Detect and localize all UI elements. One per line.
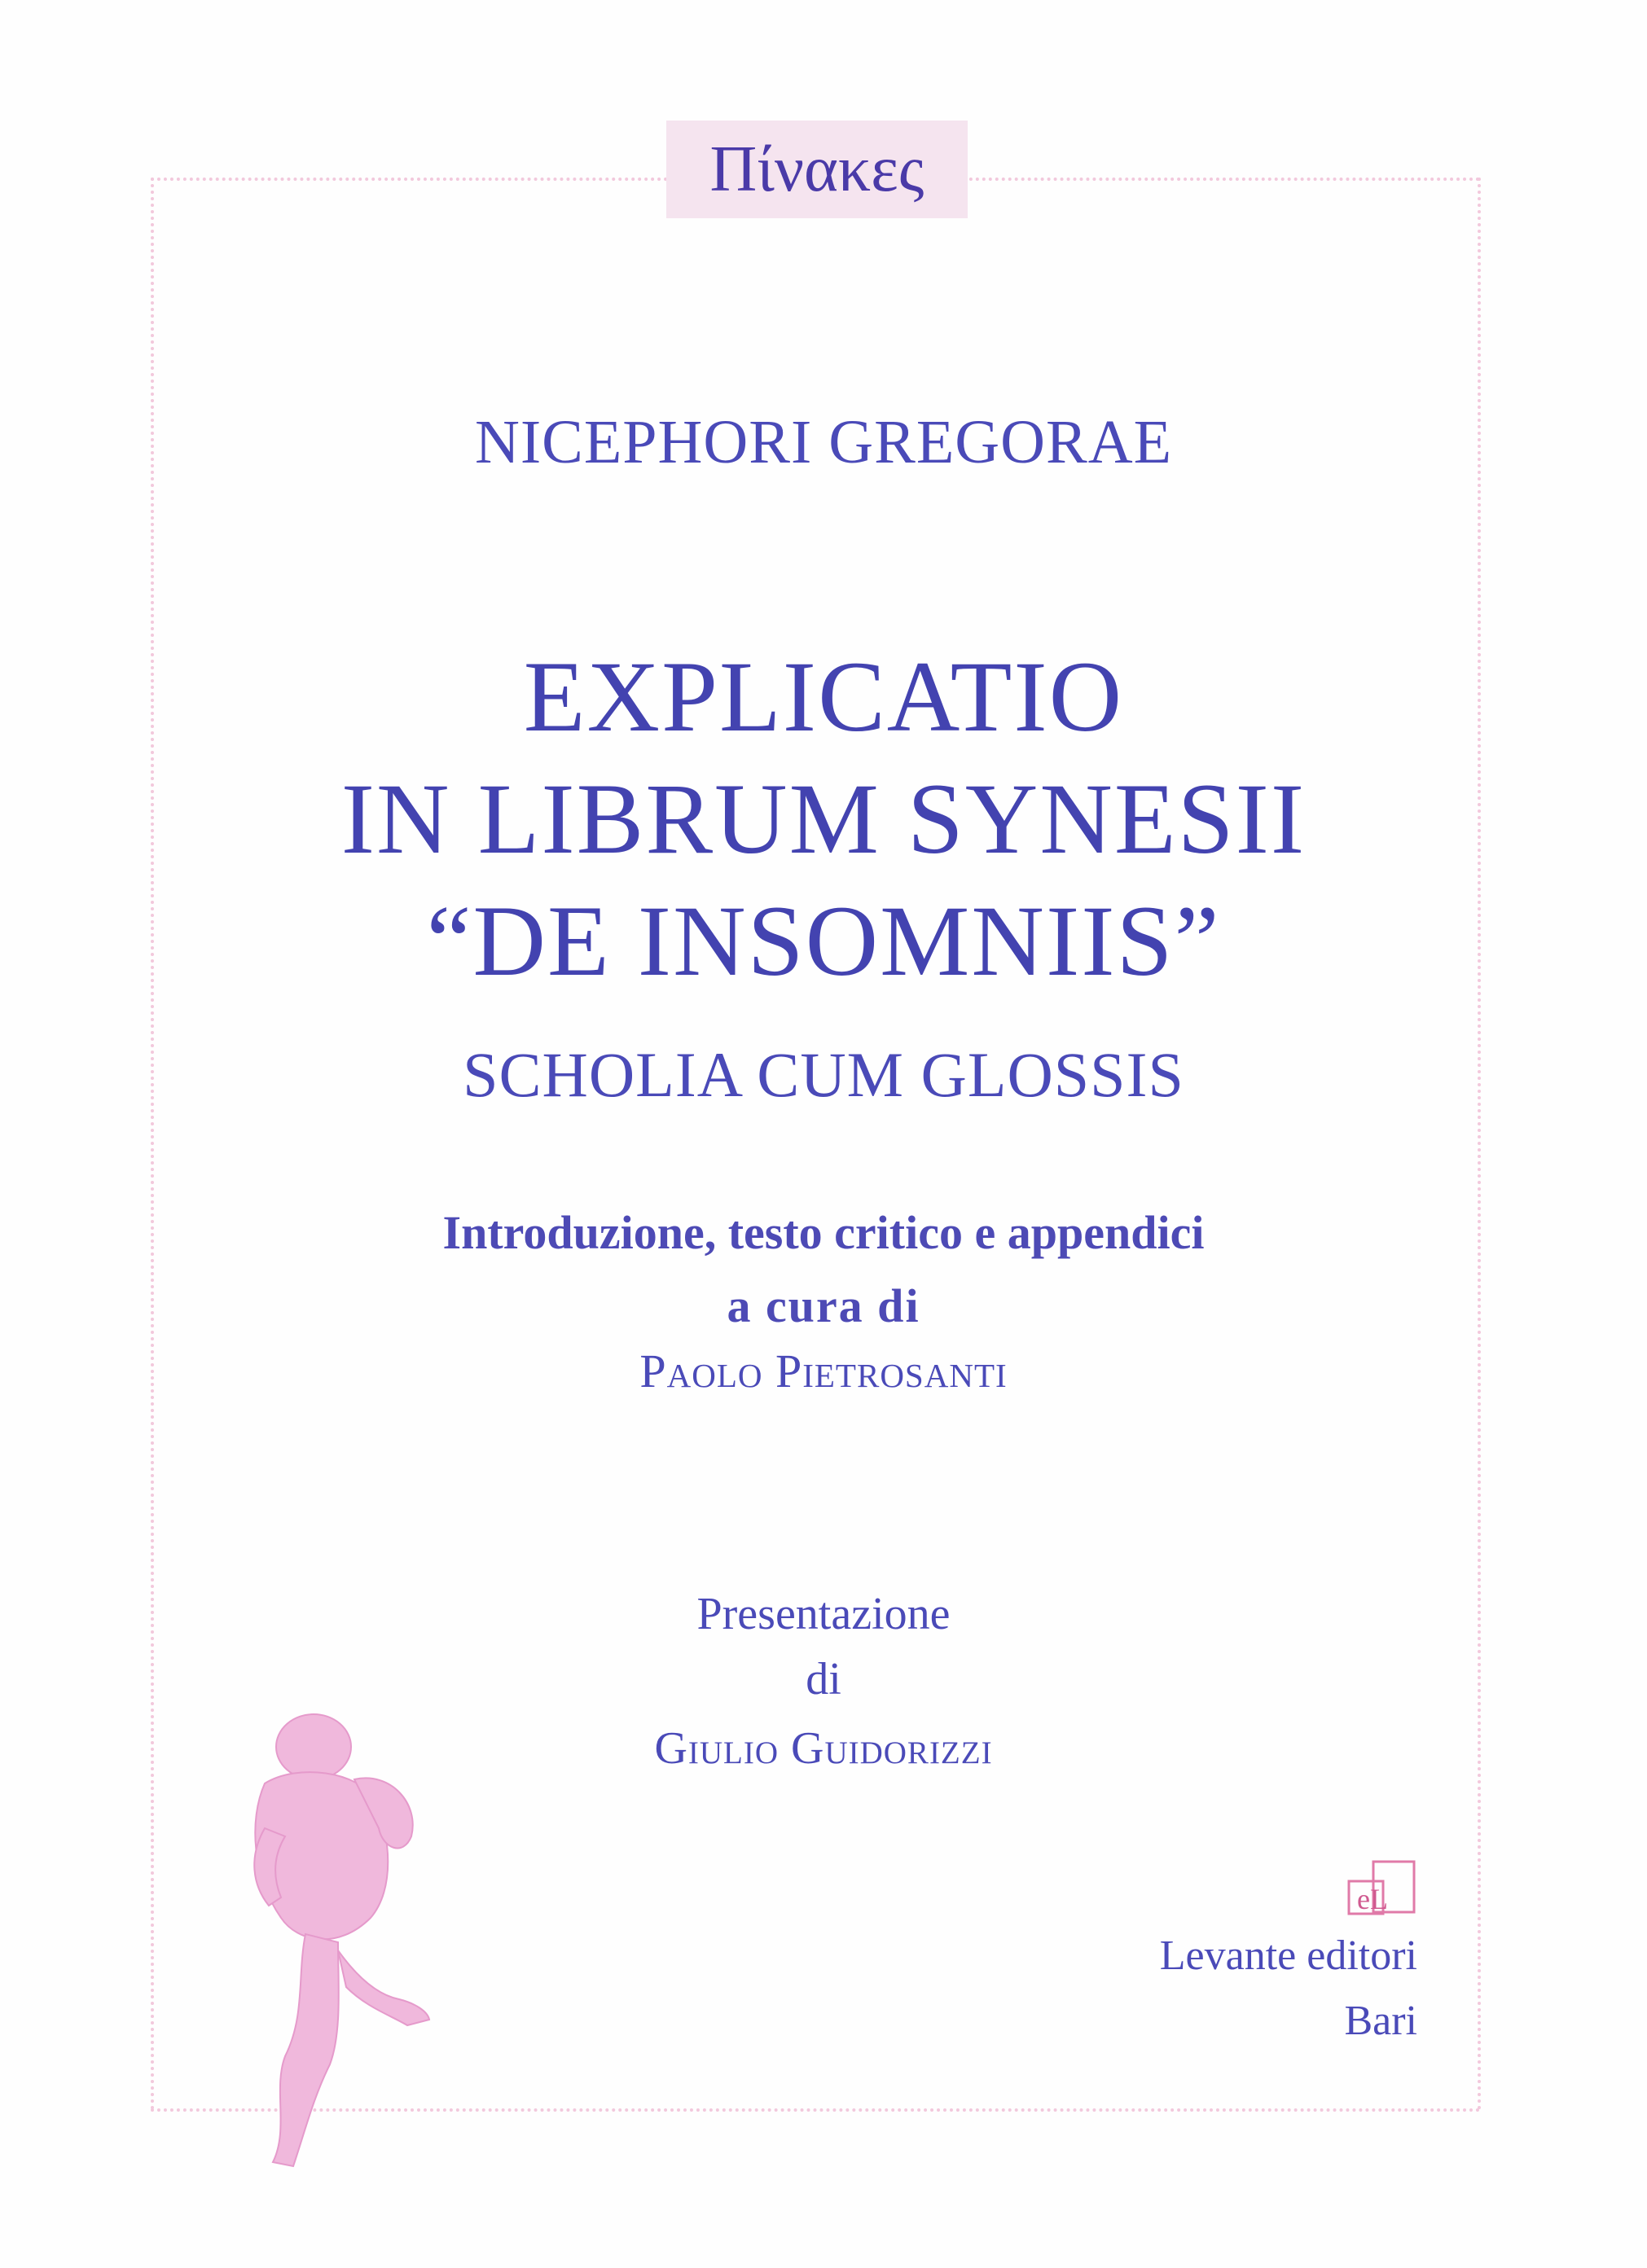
title-line-2: IN LIBRUM SYNESII [340, 763, 1307, 875]
publisher-city: Bari [1344, 1998, 1417, 2044]
edition-note: Introduzione, testo critico e appendici [442, 1206, 1205, 1259]
dancing-figure-illustration [216, 1706, 432, 2178]
publisher-logo-text: eL [1357, 1883, 1388, 1915]
publisher-name: Levante editori [1159, 1932, 1417, 1979]
series-name: Πίνακες [709, 133, 925, 205]
publisher-logo [1346, 1858, 1417, 1917]
series-label [666, 121, 968, 218]
title-line-1: EXPLICATIO [523, 641, 1124, 752]
edition-by: a cura di [727, 1279, 920, 1332]
author-name: NICEPHORI GREGORAE [474, 408, 1173, 476]
title-line-3: “DE INSOMNIIS” [426, 885, 1221, 997]
editor-name: Paolo Pietrosanti [639, 1345, 1008, 1397]
presenter-name: Giulio Guidorizzi [654, 1723, 993, 1774]
presentation-label: Presentazione [696, 1589, 951, 1639]
subtitle: SCHOLIA CUM GLOSSIS [463, 1039, 1184, 1110]
presentation-by: di [806, 1654, 841, 1704]
